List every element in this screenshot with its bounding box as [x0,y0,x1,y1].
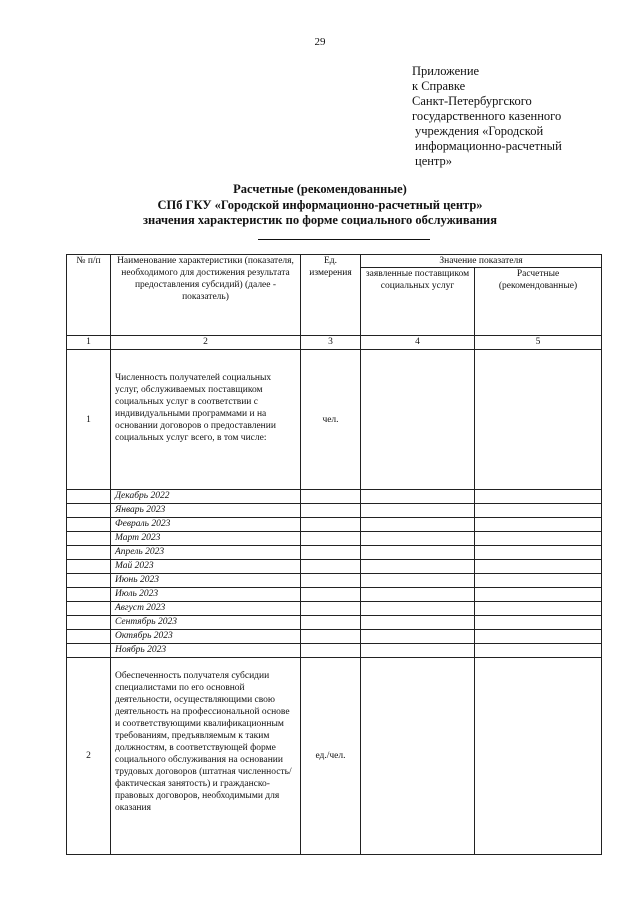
title-line: Расчетные (рекомендованные) [233,182,407,196]
month-num-cell [67,644,111,658]
month-declared-cell [361,490,475,504]
month-row [67,574,602,588]
month-declared-cell [361,560,475,574]
month-name: Июнь 2023 [111,574,301,588]
title-underline [258,239,430,240]
month-num-cell [67,546,111,560]
month-name: Март 2023 [111,532,301,546]
month-declared-cell [361,504,475,518]
title-line: значения характеристик по форме социального обслуживания [142,213,498,227]
appendix-line: Санкт-Петербургского [412,94,532,108]
appendix-line: к Справке [412,79,466,93]
column-number: 1 [67,336,111,350]
month-unit-cell [301,504,361,518]
month-calculated-cell [475,588,602,602]
month-declared-cell [361,532,475,546]
row-number: 1 [67,350,111,490]
month-calculated-cell [475,490,602,504]
month-name: Август 2023 [111,602,301,616]
month-num-cell [67,504,111,518]
month-row [67,546,602,560]
month-num-cell [67,574,111,588]
month-calculated-cell [475,560,602,574]
characteristic-name: Численность получателей социальных услуг, обслуживаемых поставщиком социальных услуг в соответствии с индивидуальными программами и на основании договоров о предоставлении социальных услуг всего, в том числе: [111,350,301,490]
month-unit-cell [301,490,361,504]
month-calculated-cell [475,644,602,658]
characteristic-name: Обеспеченность получателя субсидии специалистами по его основной деятельности, осуществляющими свою деятельность на профессиональной основе и соответствующими квалификационным требованиям, предъявляемым к таким должностям, в соответствующей форме социального обслуживания на основании трудовых договоров (штатная численность/ фактическая занятость) и гражданско-правовых договоров, необходимыми для оказания [111,658,301,855]
month-declared-cell [361,588,475,602]
month-unit-cell [301,546,361,560]
document-title [0,182,640,229]
appendix-line: учреждения «Городской [415,124,544,138]
page-number: 29 [314,36,326,48]
declared-value-cell [361,658,475,855]
month-name: Май 2023 [111,560,301,574]
calculated-value-cell [475,658,602,855]
month-declared-cell [361,574,475,588]
month-unit-cell [301,518,361,532]
month-num-cell [67,518,111,532]
header-num: № п/п [67,255,111,336]
appendix-line: государственного казенного [412,109,562,123]
month-num-cell [67,560,111,574]
table-row [67,658,602,855]
column-number-row [67,336,602,350]
month-unit-cell [301,574,361,588]
month-name: Декабрь 2022 [111,490,301,504]
month-unit-cell [301,588,361,602]
column-number: 3 [301,336,361,350]
month-calculated-cell [475,546,602,560]
appendix-line: Приложение [412,64,480,78]
month-name: Февраль 2023 [111,518,301,532]
header-unit: Ед. измерения [301,255,361,336]
column-number: 4 [361,336,475,350]
month-unit-cell [301,630,361,644]
month-row [67,560,602,574]
month-unit-cell [301,560,361,574]
month-name: Сентябрь 2023 [111,616,301,630]
month-declared-cell [361,616,475,630]
month-name: Ноябрь 2023 [111,644,301,658]
month-name: Апрель 2023 [111,546,301,560]
month-row [67,588,602,602]
month-row [67,602,602,616]
declared-value-cell [361,350,475,490]
month-declared-cell [361,644,475,658]
month-row [67,518,602,532]
month-calculated-cell [475,602,602,616]
row-number: 2 [67,658,111,855]
table-row [67,350,602,490]
month-num-cell [67,490,111,504]
unit-cell: чел. [301,350,361,490]
header-value-group: Значение показателя [361,255,602,268]
month-declared-cell [361,630,475,644]
month-declared-cell [361,518,475,532]
month-calculated-cell [475,518,602,532]
header-row [67,255,602,268]
month-name: Октябрь 2023 [111,630,301,644]
month-row [67,532,602,546]
month-calculated-cell [475,504,602,518]
appendix-line: центр» [415,154,453,168]
month-row [67,644,602,658]
characteristics-table [66,254,602,855]
month-num-cell [67,588,111,602]
month-calculated-cell [475,574,602,588]
title-line: СПб ГКУ «Городской информационно-расчетный центр» [157,197,483,212]
month-calculated-cell [475,630,602,644]
month-num-cell [67,616,111,630]
month-calculated-cell [475,616,602,630]
month-unit-cell [301,616,361,630]
appendix-line: информационно-расчетный [415,139,562,153]
month-unit-cell [301,532,361,546]
month-row [67,630,602,644]
month-num-cell [67,630,111,644]
column-number: 5 [475,336,602,350]
month-name: Январь 2023 [111,504,301,518]
month-unit-cell [301,644,361,658]
calculated-value-cell [475,350,602,490]
month-declared-cell [361,546,475,560]
month-row [67,504,602,518]
month-name: Июль 2023 [111,588,301,602]
month-num-cell [67,532,111,546]
appendix-note [412,64,612,169]
month-num-cell [67,602,111,616]
month-declared-cell [361,602,475,616]
month-row [67,490,602,504]
month-row [67,616,602,630]
month-calculated-cell [475,532,602,546]
column-number: 2 [111,336,301,350]
header-calculated: Расчетные (рекомендованные) [475,268,602,336]
month-unit-cell [301,602,361,616]
header-declared: заявленные поставщиком социальных услуг [361,268,475,336]
header-name: Наименование характеристики (показателя, необходимого для достижения результата предоставления субсидий) (далее - показатель) [111,255,301,336]
unit-cell: ед./чел. [301,658,361,855]
